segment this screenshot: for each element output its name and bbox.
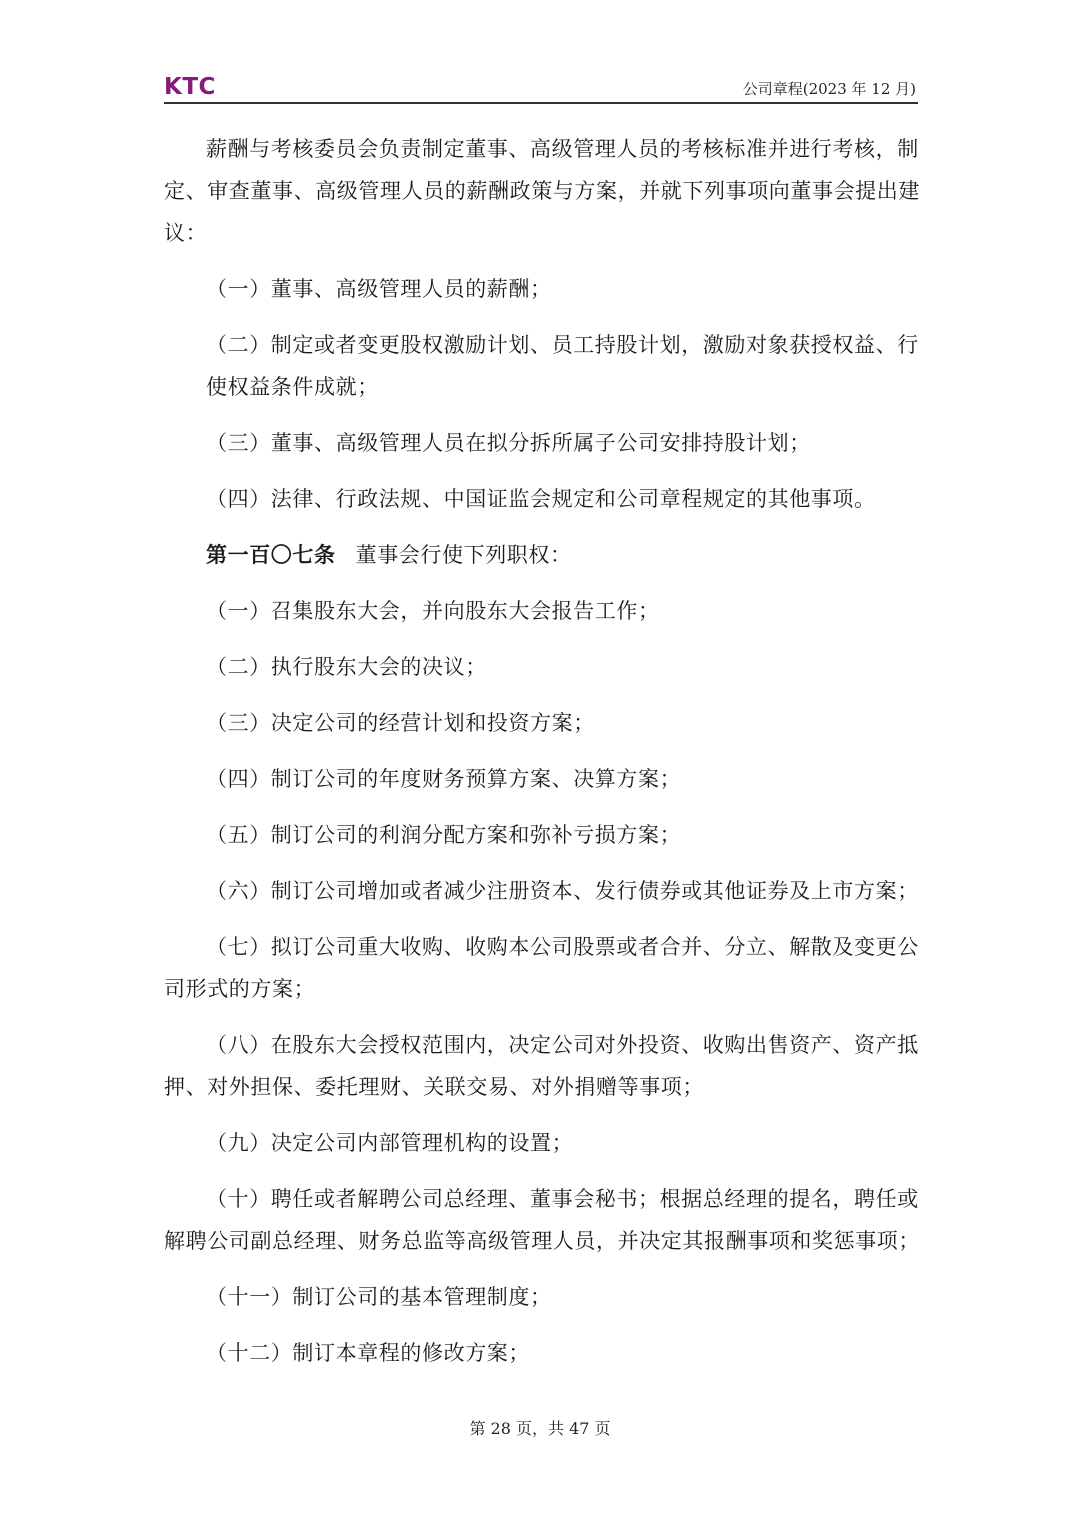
board-power-item: （十）聘任或者解聘公司总经理、董事会秘书；根据总经理的提名，聘任或解聘公司副总经理、财务总监等高级管理人员，并决定其报酬事项和奖惩事项；: [164, 1187, 920, 1253]
board-power-item: （一）召集股东大会，并向股东大会报告工作；: [206, 599, 660, 623]
board-power-item: （七）拟订公司重大收购、收购本公司股票或者合并、分立、解散及变更公司形式的方案；: [164, 935, 919, 1001]
page-body: [164, 128, 920, 1388]
board-power-item: （四）制订公司的年度财务预算方案、决算方案；: [206, 767, 682, 791]
compensation-item: （一）董事、高级管理人员的薪酬；: [206, 277, 552, 301]
board-power-item: （八）在股东大会授权范围内，决定公司对外投资、收购出售资产、资产抵押、对外担保、委托理财、关联交易、对外捐赠等事项；: [164, 1033, 919, 1099]
company-logo: KTC: [164, 74, 216, 100]
intro-paragraph: 薪酬与考核委员会负责制定董事、高级管理人员的考核标准并进行考核，制定、审查董事、高级管理人员的薪酬政策与方案，并就下列事项向董事会提出建议：: [164, 137, 920, 245]
board-power-item: （十一）制订公司的基本管理制度；: [206, 1285, 552, 1309]
board-power-item: （十二）制订本章程的修改方案；: [206, 1341, 530, 1365]
board-power-item: （三）决定公司的经营计划和投资方案；: [206, 711, 595, 735]
document-title: 公司章程(2023 年 12 月): [742, 80, 916, 98]
board-power-item: （九）决定公司内部管理机构的设置；: [206, 1131, 574, 1155]
page-number: 第 28 页，共 47 页: [469, 1419, 611, 1438]
compensation-item: （二）制定或者变更股权激励计划、员工持股计划，激励对象获授权益、行使权益条件成就；: [206, 333, 919, 399]
board-power-item: （五）制订公司的利润分配方案和弥补亏损方案；: [206, 823, 682, 847]
page-header: [164, 72, 918, 104]
article-number: 第一百〇七条: [206, 543, 336, 567]
article-lead: 董事会行使下列职权：: [355, 543, 572, 567]
compensation-item: （三）董事、高级管理人员在拟分拆所属子公司安排持股计划；: [206, 431, 811, 455]
board-power-item: （二）执行股东大会的决议；: [206, 655, 487, 679]
page-footer: [0, 1416, 1080, 1439]
board-power-item: （六）制订公司增加或者减少注册资本、发行债券或其他证券及上市方案；: [206, 879, 919, 903]
compensation-item: （四）法律、行政法规、中国证监会规定和公司章程规定的其他事项。: [206, 487, 876, 511]
article-heading: [164, 534, 920, 576]
